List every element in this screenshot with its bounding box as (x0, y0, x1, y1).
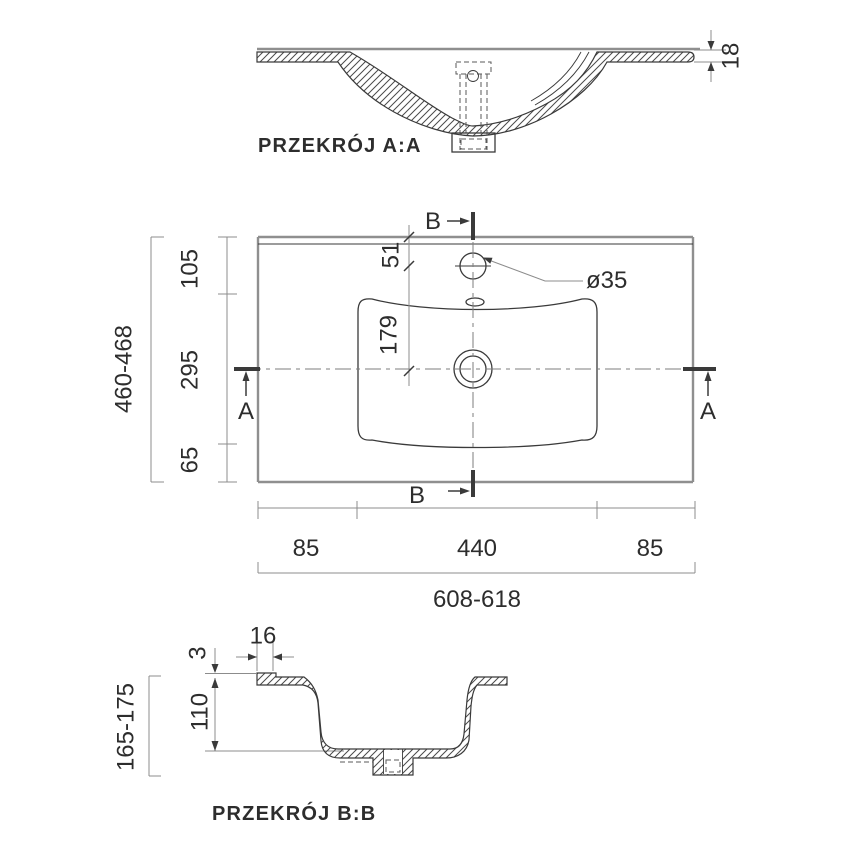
dim-depth-mid-segment: 295 (176, 349, 204, 391)
section-bb-drawing (113, 623, 508, 826)
section-marker-a-right: A (699, 398, 717, 425)
drain-flange-hidden (461, 139, 486, 149)
dim-lip-width: 16 (249, 622, 277, 650)
basin-cut-profile-bb (257, 673, 507, 775)
section-marker-a-left: A (237, 398, 255, 425)
dim-width-left-margin: 85 (292, 535, 320, 562)
arrowhead (212, 664, 219, 673)
basin-cut-profile-aa (257, 52, 694, 136)
arrowhead (273, 654, 282, 661)
leader-line (486, 259, 583, 281)
plan-view-drawing (111, 208, 717, 613)
dim-lip-height: 3 (184, 646, 212, 660)
dim-plate-thickness: 18 (717, 42, 745, 70)
dim-width-right-margin: 85 (636, 535, 664, 562)
dim-overall-width: 608-618 (432, 586, 522, 613)
dim-basin-width: 440 (456, 535, 498, 562)
arrowhead (708, 62, 715, 71)
arrowhead (708, 41, 715, 50)
dim-depth-top-segment: 105 (176, 248, 204, 290)
dim-depth-bottom-segment: 65 (176, 446, 204, 474)
overflow-hole-circle (468, 71, 479, 82)
section-bb-label: PRZEKRÓJ B:B (212, 803, 377, 825)
section-aa-drawing (257, 30, 745, 157)
arrowhead (460, 488, 470, 495)
section-marker-b-bottom: B (408, 482, 426, 509)
overflow-box-hidden (456, 62, 491, 74)
dim-overall-height: 165-175 (112, 682, 140, 772)
arrowhead (705, 371, 712, 381)
dim-basin-depth: 110 (186, 692, 214, 732)
dim-faucet-hole-diameter: ø35 (586, 267, 628, 294)
arrowhead (212, 678, 219, 688)
section-aa-label: PRZEKRÓJ A:A (258, 135, 422, 157)
arrowhead (248, 654, 257, 661)
arrowhead (243, 371, 250, 381)
section-marker-b-top: B (424, 208, 442, 235)
dim-overall-depth: 460-468 (110, 324, 138, 414)
dim-drain-offset: 179 (375, 314, 403, 356)
arrowhead (460, 218, 470, 225)
dim-faucet-offset: 51 (377, 241, 405, 269)
overflow-slot (466, 298, 484, 306)
arrowhead (212, 741, 219, 751)
